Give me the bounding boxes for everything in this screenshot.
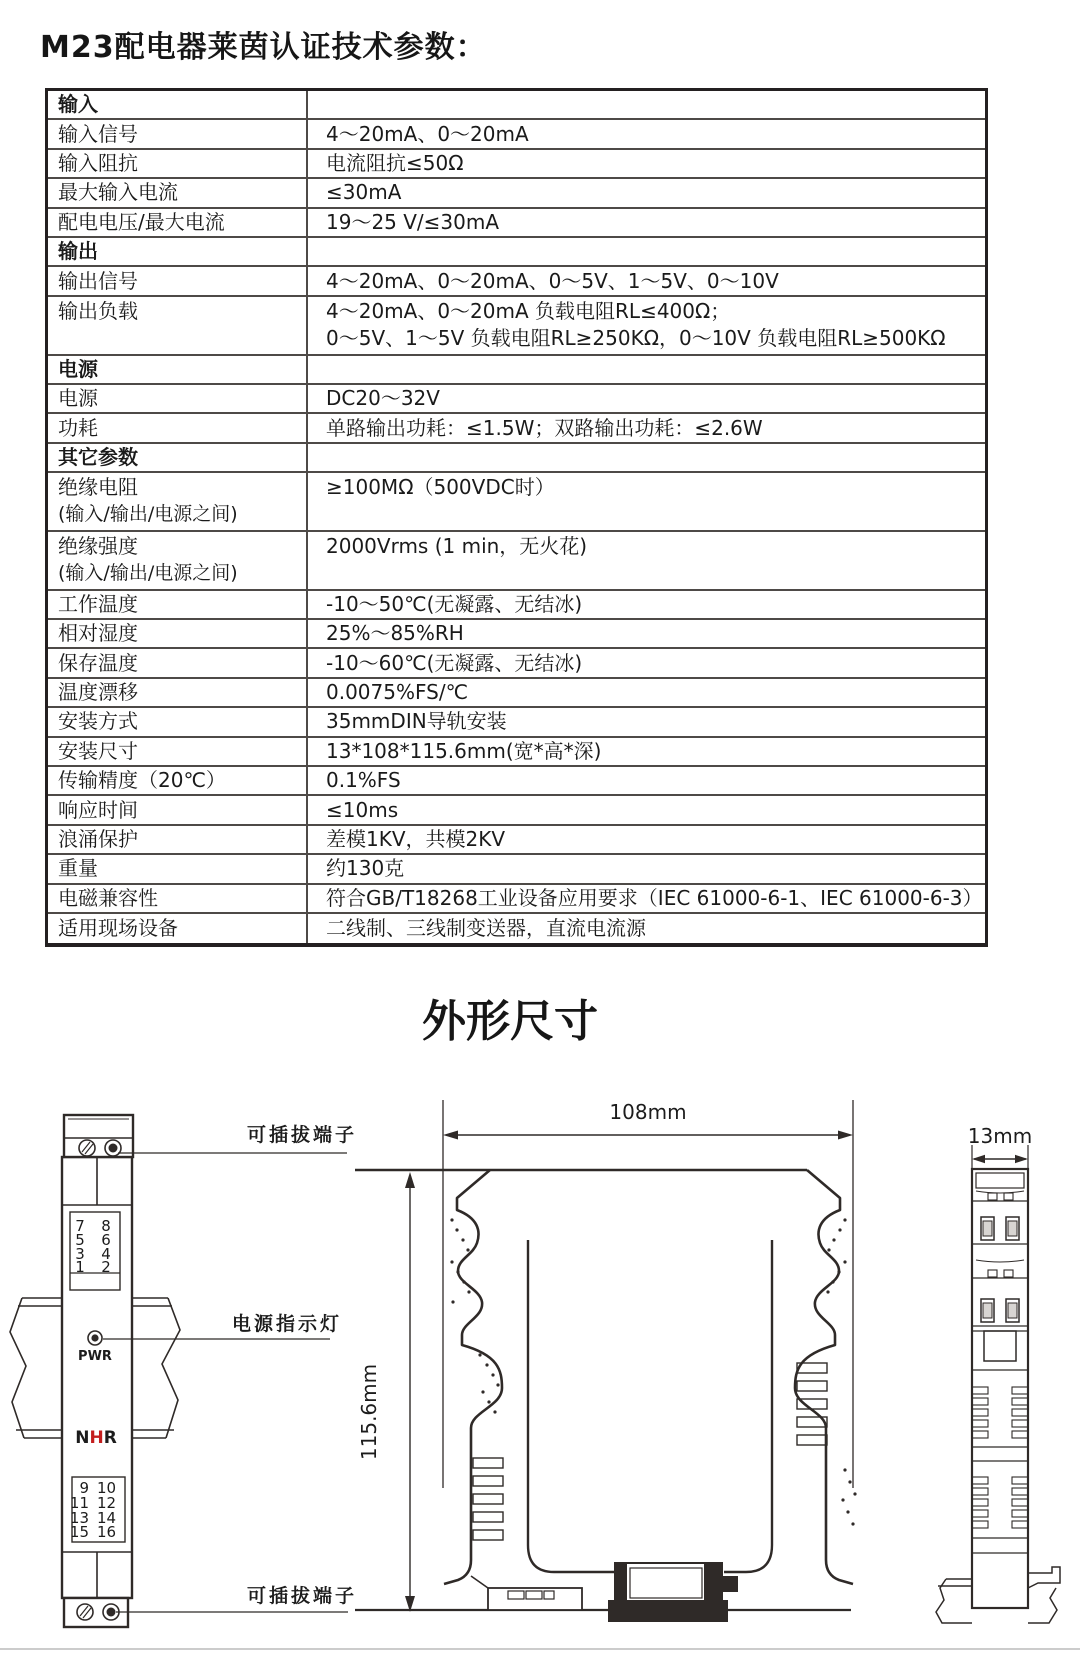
outline-title: 外形尺寸 <box>422 996 598 1047</box>
param-value: 符合GB/T18268工业设备应用要求（IEC 61000-6-1、IEC 61000-6-3） <box>326 885 983 910</box>
param-value: DC20～32V <box>326 386 440 411</box>
table-row <box>48 91 985 120</box>
table-row <box>48 679 985 708</box>
param-label: 重量 <box>48 855 308 882</box>
param-label: 最大输入电流 <box>48 179 308 206</box>
svg-text:电源指示灯: 电源指示灯 <box>232 1313 343 1335</box>
param-label: 安装方式 <box>48 708 308 735</box>
param-value: 4～20mA、0～20mA 负载电阻RL≤400Ω； 0～5V、1～5V 负载电阻RL≥250KΩ，0～10V 负载电阻RL≥500KΩ <box>326 298 946 350</box>
param-value: 19～25 V/≤30mA <box>326 209 500 234</box>
param-value: 25%～85%RH <box>326 621 464 646</box>
param-label: 浪涌保护 <box>48 826 308 853</box>
table-row <box>48 385 985 414</box>
svg-text:16: 16 <box>97 1523 117 1541</box>
param-value: 单路输出功耗：≤1.5W；双路输出功耗：≤2.6W <box>326 415 763 440</box>
param-value: 4～20mA、0～20mA、0～5V、1～5V、0～10V <box>326 268 779 293</box>
svg-text:1: 1 <box>75 1258 85 1276</box>
mount-foot <box>471 1576 582 1610</box>
pwr-label: PWR <box>78 1349 112 1364</box>
svg-text:可插拔端子: 可插拔端子 <box>247 1124 358 1146</box>
param-label: 电磁兼容性 <box>48 885 308 912</box>
param-label: 输出信号 <box>48 267 308 294</box>
page-title: M23配电器莱茵认证技术参数： <box>40 30 487 65</box>
callout-terminal-bottom <box>116 1584 357 1612</box>
svg-text:15: 15 <box>69 1523 89 1541</box>
param-label: 输出 <box>48 238 308 265</box>
param-label: 相对湿度 <box>48 620 308 647</box>
param-value <box>308 356 985 383</box>
module-profile <box>355 1170 857 1622</box>
param-label: 电源 <box>48 385 308 412</box>
svg-text:14: 14 <box>97 1509 117 1527</box>
svg-text:13mm: 13mm <box>967 1124 1033 1148</box>
edge-view-drawing <box>870 1040 1080 1655</box>
vent-slots-right <box>797 1363 827 1445</box>
screw-icon <box>79 1140 95 1156</box>
table-row <box>48 473 985 532</box>
svg-text:4: 4 <box>101 1245 111 1263</box>
page-bottom-divider <box>0 1648 1080 1650</box>
param-value: 2000Vrms (1 min，无火花) <box>326 533 588 558</box>
table-row <box>48 532 985 591</box>
param-label: 输入 <box>48 91 308 118</box>
param-label: 安装尺寸 <box>48 738 308 765</box>
param-label: 电源 <box>48 356 308 383</box>
svg-text:6: 6 <box>101 1231 111 1249</box>
svg-text:108mm: 108mm <box>609 1100 687 1124</box>
param-value: ≤10ms <box>326 797 399 822</box>
module-edge <box>972 1169 1028 1608</box>
table-row <box>48 356 985 385</box>
param-value: 0.0075%FS/℃ <box>326 680 469 705</box>
table-row <box>48 767 985 796</box>
table-row <box>48 179 985 208</box>
param-label: 功耗 <box>48 414 308 441</box>
param-value: -10～50℃(无凝露、无结冰) <box>326 591 583 616</box>
param-label: 输入信号 <box>48 120 308 147</box>
table-row <box>48 826 985 855</box>
svg-text:9: 9 <box>79 1479 89 1497</box>
svg-text:2: 2 <box>101 1258 111 1276</box>
svg-text:可插拔端子: 可插拔端子 <box>247 1585 358 1607</box>
param-label: 输入阻抗 <box>48 150 308 177</box>
table-row <box>48 297 985 356</box>
callout-power-indicator <box>103 1312 342 1339</box>
param-label: 配电电压/最大电流 <box>48 209 308 236</box>
param-value <box>308 91 985 118</box>
svg-text:10: 10 <box>97 1479 117 1497</box>
table-row <box>48 414 985 443</box>
svg-text:115.6mm: 115.6mm <box>357 1363 381 1461</box>
param-value: 二线制、三线制变送器，直流电流源 <box>326 916 646 941</box>
param-value: 约130克 <box>326 856 405 881</box>
svg-text:11: 11 <box>69 1494 89 1512</box>
hatch-dots <box>450 1218 856 1525</box>
param-value: 13*108*115.6mm(宽*高*深) <box>326 738 602 763</box>
table-row <box>48 267 985 296</box>
din-clip <box>608 1563 738 1622</box>
table-row <box>48 444 985 473</box>
param-label: 温度漂移 <box>48 679 308 706</box>
table-row <box>48 238 985 267</box>
height-dimension <box>357 1172 415 1612</box>
param-label: 绝缘强度 (输入/输出/电源之间) <box>48 532 308 589</box>
vent-slots-left <box>473 1458 503 1540</box>
top-terminal-block <box>64 1115 133 1157</box>
param-label: 输出负载 <box>48 297 308 354</box>
param-label: 工作温度 <box>48 591 308 618</box>
width-dimension <box>443 1100 853 1488</box>
param-label: 适用现场设备 <box>48 914 308 943</box>
param-value: 4～20mA、0～20mA <box>326 121 529 146</box>
svg-text:3: 3 <box>75 1245 85 1263</box>
table-row <box>48 885 985 914</box>
spec-table <box>45 88 988 947</box>
svg-text:12: 12 <box>97 1494 117 1512</box>
depth-dimension <box>968 1124 1032 1171</box>
param-value <box>308 444 985 471</box>
table-row <box>48 914 985 943</box>
table-row <box>48 120 985 149</box>
profile-view-drawing <box>340 1040 870 1655</box>
table-row <box>48 708 985 737</box>
param-value <box>308 238 985 265</box>
param-value: 35mmDIN导轨安装 <box>326 709 507 734</box>
callout-terminal-top <box>118 1123 357 1153</box>
table-row <box>48 855 985 884</box>
param-label: 其它参数 <box>48 444 308 471</box>
param-value: 电流阻抗≤50Ω <box>326 150 464 175</box>
table-row <box>48 620 985 649</box>
param-value: ≥100MΩ（500VDC时） <box>326 475 555 500</box>
brand-logo: NHR <box>75 1428 117 1448</box>
table-row <box>48 796 985 825</box>
param-value: 0.1%FS <box>326 768 401 793</box>
param-label: 绝缘电阻 (输入/输出/电源之间) <box>48 473 308 530</box>
table-row <box>48 209 985 238</box>
param-label: 传输精度（20℃） <box>48 767 308 794</box>
table-row <box>48 649 985 678</box>
table-row <box>48 738 985 767</box>
screw-icon <box>77 1604 93 1620</box>
svg-text:13: 13 <box>69 1509 89 1527</box>
param-label: 保存温度 <box>48 649 308 676</box>
svg-text:7: 7 <box>75 1217 85 1235</box>
table-row <box>48 591 985 620</box>
param-value: -10～60℃(无凝露、无结冰) <box>326 650 583 675</box>
param-label: 响应时间 <box>48 796 308 823</box>
param-value: ≤30mA <box>326 180 402 205</box>
table-row <box>48 150 985 179</box>
svg-text:5: 5 <box>75 1231 85 1249</box>
param-value: 差模1KV，共模2KV <box>326 827 506 851</box>
svg-text:8: 8 <box>101 1217 111 1235</box>
